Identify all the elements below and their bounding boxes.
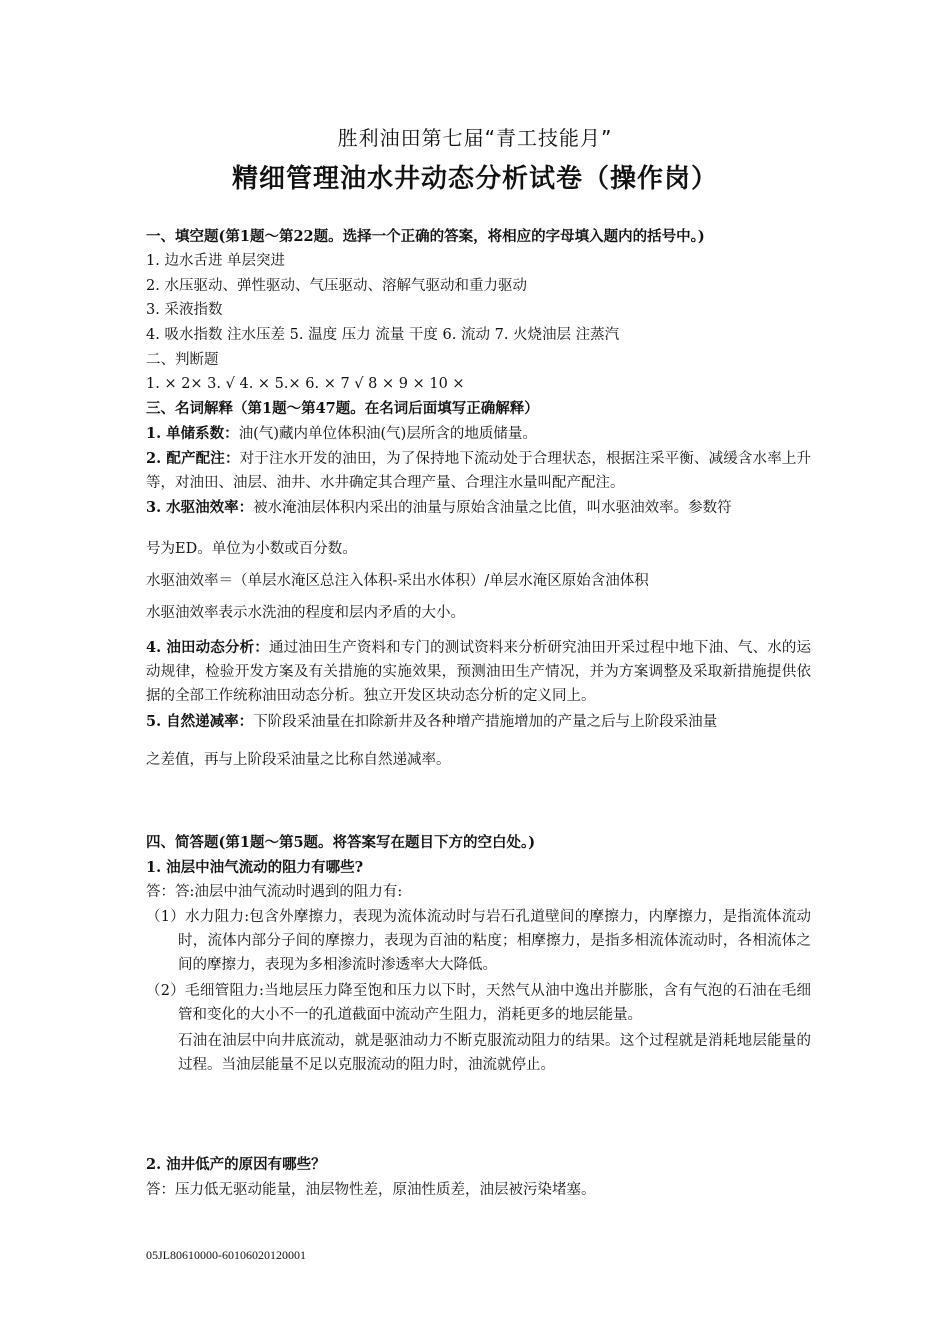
- section-2-heading: 二、判断题: [146, 352, 219, 368]
- question-1-item-2: （2）毛细管阻力:当地层压力降至饱和压力以下时，天然气从油中逸出并膨胀，含有气泡的石油在毛细管和变化的大小不一的孔道截面中流动产生阻力，消耗更多的地层能量。: [146, 983, 811, 1023]
- term-5-text-cont: 之差值，再与上阶段采油量之比称自然递减率。: [146, 752, 451, 768]
- term-4: [146, 636, 811, 708]
- question-2: 2. 油井低产的原因有哪些？: [146, 1156, 326, 1173]
- term-1-text: 油(气)藏内单位体积油(气)层所含的地质储量。: [238, 426, 537, 442]
- fill-answer-4-7: 4. 吸水指数 注水压差 5. 温度 压力 流量 干度 6. 流动 7. 火烧油层 注蒸汽: [146, 327, 620, 343]
- term-1: [146, 422, 811, 446]
- section-4-heading: 四、简答题(第1题～第5题。将答案写在题目下方的空白处。): [146, 834, 536, 851]
- exam-title: 精细管理油水井动态分析试卷（操作岗）: [231, 164, 718, 194]
- term-4-label: 4. 油田动态分析：: [146, 639, 269, 656]
- question-1-item-2-cont: 石油在油层中向井底流动，就是驱油动力不断克服流动阻力的结果。这个过程就是消耗地层能量的过程。当油层能量不足以克服流动的阻力时，油流就停止。: [178, 1033, 811, 1073]
- question-1-answer-intro: 答：答:油层中油气流动时遇到的阻力有:: [146, 884, 403, 900]
- fill-answer-3: 3. 采液指数: [146, 302, 223, 318]
- question-1-item-1: （1）水力阻力:包含外摩擦力，表现为流体流动时与岩石孔道壁间的摩擦力，内摩擦力，是指流体流动时，流体内部分子间的摩擦力，表现为百油的粘度；相摩擦力，是指多相流体流动时，各相流体之间的摩擦力，表现为多相渗流时渗透率大大降低。: [146, 909, 811, 973]
- section-1-heading: 一、填空题(第1题～第22题。选择一个正确的答案，将相应的字母填入题内的括号中。): [146, 228, 705, 245]
- document-code: 05JL80610000-60106020120001: [146, 1248, 306, 1262]
- term-5-label: 5. 自然递减率：: [146, 713, 254, 730]
- term-3-formula: 水驱油效率＝（单层水淹区总注入体积-采出水体积）/单层水淹区原始含油体积: [146, 573, 649, 589]
- term-3-label: 3. 水驱油效率：: [146, 499, 254, 516]
- term-2-label: 2. 配产配注：: [146, 450, 240, 467]
- term-5: [146, 710, 811, 734]
- fill-answer-2: 2. 水压驱动、弹性驱动、气压驱动、溶解气驱动和重力驱动: [146, 278, 527, 294]
- term-3-text: 被水淹油层体积内采出的油量与原始含油量之比值，叫水驱油效率。参数符: [253, 500, 732, 516]
- term-2: [146, 447, 811, 495]
- question-1: 1. 油层中油气流动的阻力有哪些?: [146, 859, 364, 876]
- fill-answer-1: 1. 边水舌进 单层突进: [146, 253, 286, 269]
- term-3-text-cont: 号为ED。单位为小数或百分数。: [146, 541, 357, 557]
- section-3-heading: 三、名词解释（第1题～第47题。在名词后面填写正确解释）: [146, 400, 539, 417]
- term-1-label: 1. 单储系数：: [146, 425, 239, 442]
- term-2-text: 对于注水开发的油田，为了保持地下流动处于合理状态，根据注采平衡、减缓含水率上升等，对油田、油层、油井、水井确定其合理产量、合理注水量叫配产配注。: [146, 451, 812, 491]
- term-3: [146, 496, 811, 520]
- term-4-text: 通过油田生产资料和专门的测试资料来分析研究油田开采过程中地下油、气、水的运动规律，检验开发方案及有关措施的实施效果，预测油田生产情况，并为方案调整及采取新措施提供依据的全部工作统称油田动态分析。独立开发区块动态分析的定义同上。: [146, 640, 812, 704]
- question-2-answer: 答：压力低无驱动能量，油层物性差，原油性质差，油层被污染堵塞。: [146, 1182, 596, 1198]
- judge-answers: 1. × 2× 3. √ 4. × 5.× 6. × 7 √ 8 × 9 × 10 ×: [146, 376, 465, 392]
- title-line-1: 胜利油田第七届“青工技能月”: [337, 126, 613, 150]
- term-3-note: 水驱油效率表示水洗油的程度和层内矛盾的大小。: [146, 605, 465, 621]
- term-5-text: 下阶段采油量在扣除新井及各种增产措施增加的产量之后与上阶段采油量: [253, 714, 718, 730]
